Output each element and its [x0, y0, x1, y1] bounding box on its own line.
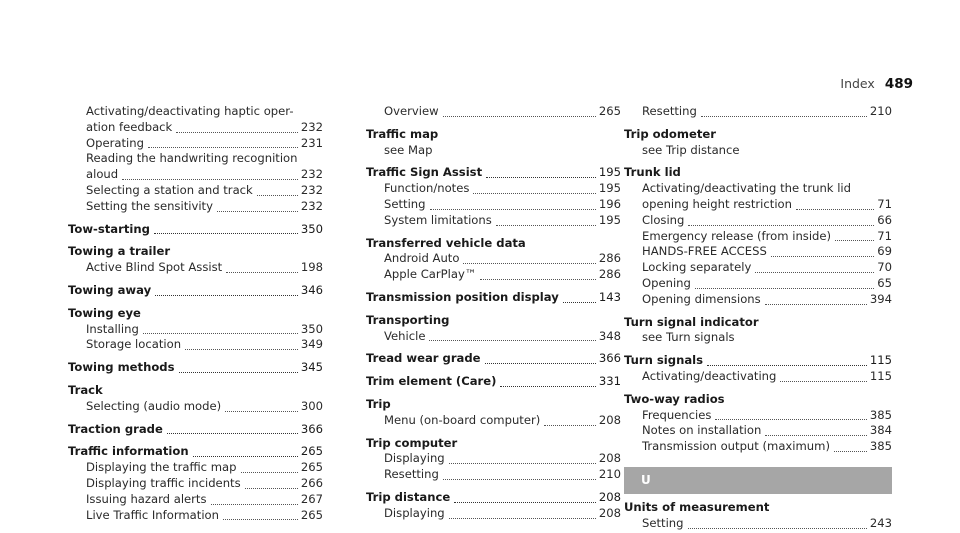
index-entry: [366, 374, 621, 390]
dot-leader: [179, 371, 298, 373]
page-reference[interactable]: 384: [869, 423, 892, 438]
dot-leader: [241, 471, 298, 473]
index-column-1: [68, 104, 323, 523]
page-reference[interactable]: 208: [598, 412, 621, 427]
page-reference[interactable]: 195: [598, 165, 621, 180]
entry-label: Active Blind Spot Assist: [86, 260, 223, 275]
dot-leader: [835, 239, 874, 241]
page-reference[interactable]: 66: [877, 212, 892, 227]
dot-leader: [122, 178, 298, 180]
entry-label: Traction grade: [68, 421, 163, 436]
entry-label: Traffic Sign Assist: [366, 165, 483, 180]
entry-label: Opening: [642, 275, 691, 290]
dot-leader: [443, 115, 596, 117]
page-reference[interactable]: 208: [598, 489, 621, 504]
entry-label: Resetting: [642, 104, 697, 118]
dot-leader: [707, 364, 867, 366]
dot-leader: [500, 385, 595, 387]
entry-label: Issuing hazard alerts: [86, 491, 207, 506]
entry-label: see Turn signals: [642, 330, 735, 345]
page-reference[interactable]: 232: [300, 167, 323, 182]
page-reference[interactable]: 210: [869, 104, 892, 118]
index-subentry: [624, 330, 892, 346]
dot-leader: [486, 176, 596, 178]
index-column-2: [366, 104, 621, 522]
dot-leader: [755, 271, 874, 273]
page-reference[interactable]: 196: [598, 196, 621, 211]
index-entry: [366, 436, 621, 452]
page-reference[interactable]: 71: [877, 228, 892, 243]
index-subentry: [366, 413, 621, 429]
entry-label: Vehicle: [384, 328, 426, 343]
entry-label: aloud: [86, 167, 119, 182]
page-reference[interactable]: 198: [300, 260, 323, 275]
entry-label: Resetting: [384, 467, 439, 482]
index-subentry: [68, 104, 323, 120]
entry-label: see Map: [384, 142, 433, 157]
entry-label: Displaying: [384, 451, 445, 466]
entry-label: Trip distance: [366, 489, 451, 504]
dot-leader: [765, 434, 867, 436]
dot-leader: [226, 271, 298, 273]
page-reference[interactable]: 208: [598, 451, 621, 466]
page-reference[interactable]: 70: [877, 260, 892, 275]
index-subentry: [624, 260, 892, 276]
page-reference[interactable]: 195: [598, 212, 621, 227]
index-subentry: [68, 399, 323, 415]
index-subentry: [624, 244, 892, 260]
index-subentry: [68, 337, 323, 353]
dot-leader: [449, 462, 596, 464]
dot-leader: [148, 146, 298, 148]
entry-label: Operating: [86, 135, 144, 150]
page-reference[interactable]: 210: [598, 467, 621, 482]
dot-leader: [225, 410, 298, 412]
page-reference[interactable]: 265: [300, 460, 323, 475]
entry-label: Overview: [384, 104, 439, 118]
index-entry: [68, 383, 323, 399]
index-subentry: [366, 104, 621, 120]
section-heading: U: [624, 467, 892, 494]
index-entry: [366, 236, 621, 252]
dot-leader: [771, 255, 874, 257]
index-entry: [624, 500, 892, 516]
index-subentry: [366, 451, 621, 467]
entry-label: Displaying traffic incidents: [86, 475, 241, 490]
dot-leader: [715, 418, 866, 420]
entry-label: Trim element (Care): [366, 374, 497, 389]
index-subentry: [624, 439, 892, 455]
entry-label: Transmission position display: [366, 289, 559, 304]
index-subentry: [366, 251, 621, 267]
page-reference[interactable]: 232: [300, 198, 323, 213]
index-subentry: [68, 120, 323, 136]
page-reference[interactable]: 286: [598, 267, 621, 282]
page-reference[interactable]: 232: [300, 182, 323, 197]
index-entry: [68, 222, 323, 238]
entry-label: System limitations: [384, 212, 492, 227]
index-entry: [366, 490, 621, 506]
index-subentry: [624, 292, 892, 308]
dot-leader: [143, 332, 298, 334]
page-reference[interactable]: 265: [300, 507, 323, 522]
entry-label: Tread wear grade: [366, 351, 481, 366]
entry-label: Displaying the traffic map: [86, 460, 237, 475]
entry-label: Trip odometer: [624, 126, 716, 141]
page-reference[interactable]: 69: [877, 244, 892, 259]
index-entry: [68, 306, 323, 322]
index-subentry: [68, 260, 323, 276]
entry-label: Selecting a station and track: [86, 182, 253, 197]
page-reference[interactable]: 232: [300, 119, 323, 134]
page-reference[interactable]: 385: [869, 407, 892, 422]
index-entry: [366, 351, 621, 367]
page-number: 489: [884, 76, 913, 92]
entry-label: Emergency release (from inside): [642, 228, 832, 243]
dot-leader: [429, 339, 595, 341]
index-subentry: [624, 408, 892, 424]
dot-leader: [496, 224, 596, 226]
page-reference[interactable]: 286: [598, 251, 621, 266]
dot-leader: [688, 224, 874, 226]
index-entry: [624, 315, 892, 331]
index-label: Index: [840, 76, 875, 91]
index-entry: [366, 290, 621, 306]
index-subentry: [68, 183, 323, 199]
index-subentry: [366, 213, 621, 229]
page-reference[interactable]: 195: [598, 181, 621, 196]
page-reference[interactable]: 366: [300, 421, 323, 436]
entry-label: Activating/deactivating the trunk lid: [642, 181, 851, 196]
index-subentry: [68, 136, 323, 152]
entry-label: Selecting (audio mode): [86, 398, 222, 413]
entry-label: Traffic information: [68, 444, 189, 459]
entry-label: Traffic map: [366, 126, 439, 141]
index-subentry: [68, 492, 323, 508]
page-reference[interactable]: 231: [300, 135, 323, 150]
dot-leader: [473, 192, 595, 194]
entry-label: Trip: [366, 396, 391, 411]
page-reference[interactable]: 346: [300, 282, 323, 297]
page-reference[interactable]: 349: [300, 337, 323, 352]
entry-label: see Trip distance: [642, 142, 740, 157]
entry-label: Towing eye: [68, 305, 141, 320]
dot-leader: [688, 527, 867, 529]
page-reference[interactable]: 267: [300, 491, 323, 506]
entry-label: Displaying: [384, 505, 445, 520]
index-subentry: [68, 167, 323, 183]
index-subentry: [624, 423, 892, 439]
entry-label: Android Auto: [384, 251, 460, 266]
page-reference[interactable]: 350: [300, 221, 323, 236]
index-subentry: [624, 516, 892, 532]
entry-label: Setting: [384, 196, 426, 211]
dot-leader: [167, 432, 298, 434]
entry-label: Turn signals: [624, 353, 704, 368]
index-entry: [366, 313, 621, 329]
page-header: [840, 76, 913, 92]
entry-label: Activating/deactivating haptic oper-: [86, 104, 294, 118]
dot-leader: [463, 262, 595, 264]
entry-label: Towing methods: [68, 360, 175, 375]
page-reference[interactable]: 115: [869, 353, 892, 368]
dot-leader: [449, 517, 596, 519]
dot-leader: [443, 478, 596, 480]
index-column-3: [624, 104, 892, 532]
index-entry: [366, 165, 621, 181]
page-reference[interactable]: 208: [598, 505, 621, 520]
index-subentry: [624, 213, 892, 229]
index-subentry: [366, 267, 621, 283]
dot-leader: [695, 287, 874, 289]
page-reference[interactable]: 350: [300, 321, 323, 336]
page-reference[interactable]: 65: [877, 275, 892, 290]
index-subentry: [366, 197, 621, 213]
dot-leader: [563, 301, 596, 303]
index-entry: [624, 165, 892, 181]
entry-label: Menu (on-board computer): [384, 412, 541, 427]
dot-leader: [245, 487, 298, 489]
page-reference[interactable]: 143: [598, 289, 621, 304]
index-subentry: [68, 322, 323, 338]
page-reference[interactable]: 265: [300, 444, 323, 459]
dot-leader: [834, 450, 867, 452]
entry-label: HANDS-FREE ACCESS: [642, 244, 767, 259]
dot-leader: [193, 455, 298, 457]
page-reference[interactable]: 394: [869, 291, 892, 306]
index-subentry: [68, 476, 323, 492]
index-entry: [624, 353, 892, 369]
index-subentry: [366, 467, 621, 483]
index-subentry: [624, 143, 892, 159]
index-subentry: [68, 199, 323, 215]
dot-leader: [796, 208, 874, 210]
dot-leader: [430, 208, 596, 210]
entry-label: Towing away: [68, 282, 152, 297]
index-subentry: [366, 143, 621, 159]
entry-label: Opening dimensions: [642, 291, 761, 306]
index-entry: [68, 244, 323, 260]
entry-label: Apple CarPlay™: [384, 267, 477, 282]
index-subentry: [624, 104, 892, 120]
dot-leader: [480, 278, 595, 280]
entry-label: Activating/deactivating: [642, 368, 777, 383]
entry-label: Trunk lid: [624, 165, 681, 180]
dot-leader: [217, 210, 298, 212]
entry-label: Two-way radios: [624, 391, 725, 406]
dot-leader: [257, 194, 298, 196]
entry-label: Frequencies: [642, 407, 712, 422]
entry-label: Reading the handwriting recognition: [86, 151, 298, 166]
entry-label: Track: [68, 382, 103, 397]
entry-label: Units of measurement: [624, 499, 770, 514]
page-reference[interactable]: 300: [300, 398, 323, 413]
index-entry: [624, 392, 892, 408]
dot-leader: [780, 380, 866, 382]
entry-label: Transferred vehicle data: [366, 235, 526, 250]
page-reference[interactable]: 366: [598, 351, 621, 366]
dot-leader: [544, 424, 596, 426]
page-reference[interactable]: 115: [869, 368, 892, 383]
dot-leader: [154, 232, 298, 234]
index-entry: [624, 127, 892, 143]
entry-label: Turn signal indicator: [624, 314, 759, 329]
index-subentry: [68, 151, 323, 167]
dot-leader: [155, 294, 298, 296]
entry-label: Transmission output (maximum): [642, 439, 830, 454]
dot-leader: [701, 115, 867, 117]
index-entry: [366, 127, 621, 143]
index-subentry: [68, 460, 323, 476]
entry-label: opening height restriction: [642, 196, 792, 211]
page-reference[interactable]: 71: [877, 196, 892, 211]
entry-label: Storage location: [86, 337, 182, 352]
entry-label: Transporting: [366, 312, 450, 327]
index-subentry: [624, 229, 892, 245]
dot-leader: [485, 362, 596, 364]
index-entry: [68, 360, 323, 376]
index-subentry: [366, 181, 621, 197]
dot-leader: [223, 518, 298, 520]
entry-label: Installing: [86, 321, 139, 336]
page-reference[interactable]: 331: [598, 374, 621, 389]
page-reference[interactable]: 243: [869, 515, 892, 530]
entry-label: Function/notes: [384, 181, 470, 196]
index-subentry: [624, 197, 892, 213]
entry-label: ation feedback: [86, 119, 173, 134]
entry-label: Setting: [642, 515, 684, 530]
entry-label: Tow-starting: [68, 221, 150, 236]
entry-label: Notes on installation: [642, 423, 762, 438]
index-subentry: [624, 369, 892, 385]
entry-label: Live Traffic Information: [86, 507, 219, 522]
entry-label: Closing: [642, 212, 685, 227]
page-reference[interactable]: 266: [300, 475, 323, 490]
dot-leader: [765, 303, 867, 305]
dot-leader: [454, 501, 596, 503]
index-entry: [366, 397, 621, 413]
index-subentry: [366, 329, 621, 345]
dot-leader: [211, 503, 298, 505]
page-reference[interactable]: 345: [300, 360, 323, 375]
dot-leader: [176, 131, 298, 133]
page-reference[interactable]: 385: [869, 439, 892, 454]
index-entry: [68, 422, 323, 438]
dot-leader: [185, 348, 298, 350]
page-reference[interactable]: 265: [598, 104, 621, 118]
entry-label: Towing a trailer: [68, 244, 171, 259]
index-subentry: [68, 508, 323, 524]
index-entry: [68, 444, 323, 460]
entry-label: Setting the sensitivity: [86, 198, 213, 213]
page-reference[interactable]: 348: [598, 328, 621, 343]
entry-label: Trip computer: [366, 435, 458, 450]
index-entry: [68, 283, 323, 299]
index-subentry: [624, 276, 892, 292]
index-subentry: [624, 181, 892, 197]
entry-label: Locking separately: [642, 260, 752, 275]
index-subentry: [366, 506, 621, 522]
